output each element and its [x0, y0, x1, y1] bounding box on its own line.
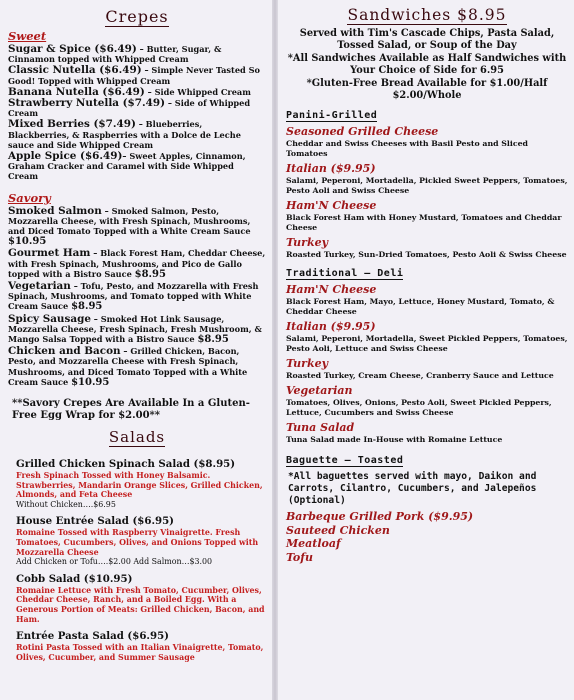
item-name: Turkey [286, 357, 328, 371]
item-desc: Fresh Spinach Tossed with Honey Balsamic. Strawberries, Mandarin Orange Slices, Grilled Chicken, Almonds, and Feta Cheese [16, 471, 263, 500]
item-price: $8.95 [197, 334, 229, 346]
list-item [16, 630, 266, 662]
baguette-list [286, 510, 568, 564]
baguette-note: *All baguettes served with mayo, Daikon and Carrots, Cilantro, Cucumbers, and Jalepeños (Optional) [288, 471, 537, 506]
item-desc: – Black Forest Ham, Cheddar Cheese, with Fresh Spinach, Mushrooms, and Pico de Gallo topped with a Bistro Sauce [8, 248, 266, 279]
list-item [8, 44, 266, 64]
item-desc: – Tofu, Pesto, and Mozzarella with Fresh Spinach, Mushrooms, and Tomato topped with White Cream Sauce [8, 281, 259, 312]
item-name: Tofu [286, 550, 313, 564]
item-name: Seasoned Grilled Cheese [286, 125, 439, 139]
item-price: $8.95 [71, 301, 103, 313]
item-desc: Cheddar and Swiss Cheeses with Basil Pesto and Sliced Tomatoes [286, 139, 528, 159]
list-item [16, 573, 266, 624]
item-desc: – Smoked Hot Link Sausage, Mozzarella Cheese, Fresh Spinach, Fresh Mushroom, & Mango Salsa Topped with a Bistro Sauce [8, 313, 262, 345]
item-desc: Black Forest Ham, Mayo, Lettuce, Honey Mustard, Tomato, & Cheddar Cheese [286, 297, 555, 317]
item-desc: – Side of Whipped Cream [8, 98, 251, 119]
deli-list [286, 283, 568, 445]
list-item [16, 458, 266, 509]
item-desc: Roasted Turkey, Sun-Dried Tomatoes, Pesto Aoli & Swiss Cheese [286, 250, 567, 260]
item-extra: Add Chicken or Tofu….$2.00 Add Salmon…$3.00 [16, 557, 213, 567]
item-name: Spicy Sausage [8, 312, 91, 325]
list-item [8, 248, 266, 280]
item-name: Tuna Salad [286, 421, 355, 435]
list-item [8, 346, 266, 388]
item-name: Ham'N Cheese [286, 283, 377, 297]
item-name: Barbeque Grilled Pork ($9.95) [286, 510, 474, 524]
item-desc: – Blueberries, Blackberries, & Raspberries with a Dolce de Leche sauce and Side Whipped Cream [8, 119, 241, 150]
item-desc: Romaine Tossed with Raspberry Vinaigrette. Fresh Tomatoes, Cucumbers, Olives, and Onions Topped with Mozzarella Cheese [16, 528, 259, 557]
list-item [16, 515, 266, 566]
item-desc: Salami, Peperoni, Mortadella, Sweet Pickled Peppers, Tomatoes, Pesto Aoli, Lettuce and Swiss Cheese [286, 334, 568, 354]
item-name: Cobb Salad ($10.95) [16, 572, 133, 585]
list-item [286, 421, 568, 445]
list-item [286, 162, 568, 196]
item-extra: Without Chicken….$6.95 [16, 499, 116, 509]
item-name: Chicken and Bacon [8, 345, 121, 358]
deli-heading: Traditional – Deli [286, 268, 404, 280]
list-item [286, 320, 568, 354]
savory-heading: Savory [8, 190, 51, 205]
list-item [8, 206, 266, 248]
item-name: Vegetarian [286, 384, 353, 398]
savory-crepes-list [8, 206, 266, 388]
item-name: Italian ($9.95) [286, 320, 376, 334]
item-desc: Salami, Peperoni, Mortadella, Pickled Sweet Peppers, Tomatoes, Pesto Aoli and Swiss Cheese [286, 176, 568, 196]
panini-heading: Panini-Grilled [286, 110, 378, 122]
intro-line: Served with Tim's Cascade Chips, Pasta Salad, Tossed Salad, or Soup of the Day [299, 28, 555, 52]
item-name: Smoked Salmon [8, 204, 102, 217]
item-price: $10.95 [8, 236, 47, 248]
item-desc: – Simple Never Tasted So Good! Topped with Whipped Cream [8, 65, 260, 86]
sandwiches-intro [286, 28, 568, 102]
list-item [286, 199, 568, 233]
item-desc: – Grilled Chicken, Bacon, Pesto, and Mozzarella Cheese with Fresh Spinach, Mushrooms, and Diced Tomato Topped with a White Cream Sauce [8, 346, 248, 387]
item-desc: Tuna Salad made In-House with Romaine Lettuce [286, 435, 503, 445]
item-name: Sugar & Spice ($6.49) [8, 43, 137, 55]
list-item [8, 314, 266, 346]
list-item [8, 98, 266, 118]
item-name: Strawberry Nutella ($7.49) [8, 97, 166, 110]
salads-title: Salads [108, 428, 166, 447]
item-name: Gourmet Ham [8, 247, 91, 260]
item-name: Sauteed Chicken [286, 523, 390, 537]
right-column [278, 0, 574, 700]
item-desc: – Butter, Sugar, & Cinnamon topped with Whipped Cream [8, 44, 222, 65]
item-name: Entrée Pasta Salad ($6.95) [16, 630, 169, 643]
list-item [286, 125, 568, 159]
item-desc: Roasted Turkey, Cream Cheese, Cranberry Sauce and Lettuce [286, 371, 554, 381]
item-desc: Rotini Pasta Tossed with an Italian Vinaigrette, Tomato, Olives, Cucumber, and Summer Sausage [16, 643, 264, 662]
item-name: Turkey [286, 236, 328, 250]
panini-list [286, 125, 568, 260]
item-desc: – Sweet Apples, Cinnamon, Graham Cracker and Caramel with Side Whipped Cream [8, 151, 246, 182]
list-item [286, 236, 568, 260]
item-name: Banana Nutella ($6.49) [8, 85, 145, 98]
crepes-title: Crepes [105, 7, 169, 26]
item-name: House Entrée Salad ($6.95) [16, 515, 174, 528]
intro-line: *All Sandwiches Available as Half Sandwiches with Your Choice of Side for 6.95 [287, 52, 567, 77]
sweet-crepes-list [8, 44, 266, 182]
baguette-heading: Baguette – Toasted [286, 455, 404, 467]
item-name: Meatloaf [286, 537, 341, 551]
item-name: Vegetarian [8, 280, 71, 293]
salads-list [8, 458, 266, 662]
item-name: Ham'N Cheese [286, 199, 377, 213]
intro-line: *Gluten-Free Bread Available for $1.00/Half $2.00/Whole [306, 77, 548, 102]
item-desc: – Side Whipped Cream [144, 86, 251, 97]
list-item [8, 119, 266, 150]
sandwiches-title: Sandwiches $8.95 [347, 6, 507, 24]
item-name: Grilled Chicken Spinach Salad ($8.95) [16, 458, 236, 471]
item-desc: Romaine Lettuce with Fresh Tomato, Cucumber, Olives, Cheddar Cheese, Ranch, and a Boiled Egg. With a Generous Portion of Meats: Grilled Chicken, Bacon, and Ham. [16, 585, 265, 624]
list-item [8, 151, 266, 182]
item-desc: – Smoked Salmon, Pesto, Mozzarella Cheese, with Fresh Spinach, Mushrooms, and Diced Tomato Topped with a White Cream Sauce [8, 205, 251, 237]
item-price: $8.95 [134, 268, 166, 280]
list-item [286, 384, 568, 418]
left-column [0, 0, 272, 700]
item-price: $10.95 [71, 376, 110, 388]
list-item [8, 87, 266, 97]
item-name: Classic Nutella ($6.49) [8, 64, 142, 77]
list-item [8, 65, 266, 85]
item-desc: Black Forest Ham with Honey Mustard, Tomatoes and Cheddar Cheese [286, 213, 562, 233]
list-item [8, 281, 266, 313]
sweet-heading: Sweet [8, 29, 47, 43]
item-name: Mixed Berries ($7.49) [8, 118, 136, 131]
item-desc: Tomatoes, Olives, Onions, Pesto Aoli, Sweet Pickled Peppers, Lettuce, Cucumbers and Swiss Cheese [286, 398, 552, 418]
item-name: Italian ($9.95) [286, 162, 376, 176]
list-item [286, 283, 568, 317]
gluten-free-note: **Savory Crepes Are Available In a Gluten-Free Egg Wrap for $2.00** [12, 398, 250, 422]
item-name: Apple Spice ($6.49) [8, 150, 123, 163]
list-item [286, 357, 568, 381]
